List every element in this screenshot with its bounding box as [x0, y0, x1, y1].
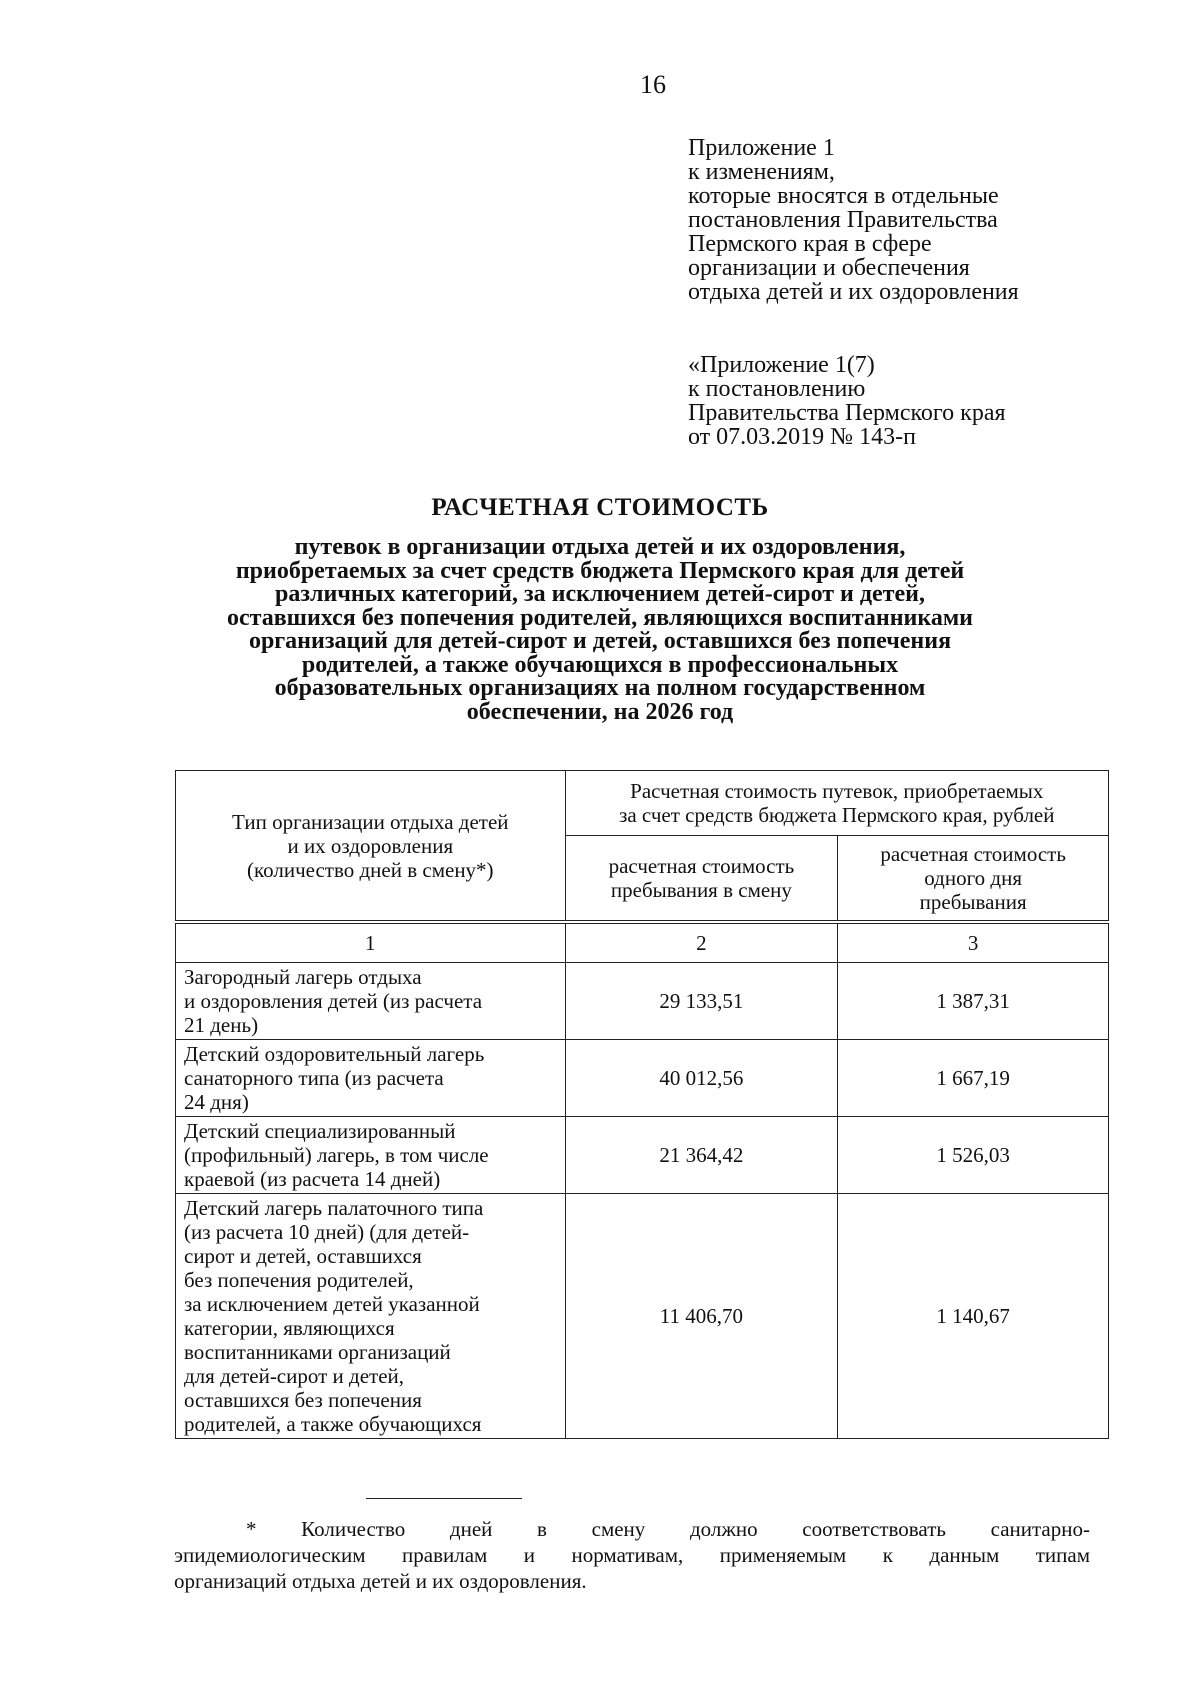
cell-line: (из расчета 10 дней) (для детей-	[184, 1220, 470, 1244]
header-cost-group	[565, 771, 1108, 836]
cell-line: воспитанниками организаций	[184, 1340, 451, 1364]
annex-line: отдыха детей и их оздоровления	[688, 279, 1019, 305]
shift-cost-cell: 11 406,70	[565, 1194, 838, 1439]
header-line: расчетная стоимость	[608, 854, 795, 878]
cell-line: Загородный лагерь отдыха	[184, 965, 422, 989]
table-row	[176, 1117, 1109, 1194]
cell-line: Детский лагерь палаточного типа	[184, 1196, 484, 1220]
decree-line: от 07.03.2019 № 143-п	[688, 424, 916, 450]
column-number: 1	[176, 922, 566, 963]
header-line: Тип организации отдыха детей	[232, 809, 509, 834]
footnote-line: эпидемиологическим правилам и нормативам, применяемым к данным типам	[174, 1543, 1090, 1567]
subtitle-line: оставшихся без попечения родителей, являющихся воспитанниками	[226, 604, 974, 631]
footnote-line: организаций отдыха детей и их оздоровления.	[174, 1569, 587, 1593]
subtitle-line: образовательных организациях на полном государственном	[274, 675, 926, 701]
organization-type-cell	[176, 1040, 566, 1117]
cell-line: за исключением детей указанной	[184, 1292, 480, 1316]
annex-line: к изменениям,	[688, 159, 835, 185]
footnote	[174, 1516, 1090, 1594]
header-line: пребывания	[919, 890, 1027, 914]
shift-cost-cell: 40 012,56	[565, 1040, 838, 1117]
decree-line: «Приложение 1(7)	[688, 352, 875, 378]
cell-line: оставшихся без попечения	[184, 1388, 422, 1412]
decree-reference	[688, 353, 1006, 449]
day-cost-cell: 1 667,19	[838, 1040, 1109, 1117]
annex-line: которые вносятся в отдельные	[688, 183, 999, 209]
subtitle-line: путевок в организации отдыха детей и их оздоровления,	[294, 534, 906, 560]
column-number: 3	[838, 922, 1109, 963]
shift-cost-cell: 21 364,42	[565, 1117, 838, 1194]
column-number-row	[176, 922, 1109, 963]
document-title: РАСЧЕТНАЯ СТОИМОСТЬ	[431, 494, 769, 521]
footnote-line: * Количество дней в смену должно соответствовать санитарно-	[246, 1517, 1090, 1541]
header-line: (количество дней в смену*)	[247, 857, 494, 882]
cell-line: (профильный) лагерь, в том числе	[184, 1143, 489, 1167]
day-cost-cell: 1 140,67	[838, 1194, 1109, 1439]
annex-line: Приложение 1	[688, 135, 835, 161]
header-line: Расчетная стоимость путевок, приобретаемых	[630, 779, 1044, 803]
day-cost-cell: 1 387,31	[838, 963, 1109, 1040]
cell-line: 21 день)	[184, 1013, 259, 1037]
cell-line: для детей-сирот и детей,	[184, 1364, 404, 1388]
shift-cost-cell: 29 133,51	[565, 963, 838, 1040]
subtitle-line: организаций для детей-сирот и детей, оставшихся без попечения	[248, 628, 952, 654]
cell-line: Детский оздоровительный лагерь	[184, 1042, 485, 1066]
decree-line: к постановлению	[688, 376, 866, 402]
table-header-row	[176, 771, 1109, 836]
annex-line: организации и обеспечения	[688, 255, 970, 281]
header-shift-cost	[565, 836, 838, 923]
cell-line: родителей, а также обучающихся	[184, 1412, 482, 1436]
cell-line: санаторного типа (из расчета	[184, 1066, 444, 1090]
organization-type-cell	[176, 1194, 566, 1439]
annex-header	[688, 136, 1019, 304]
day-cost-cell: 1 526,03	[838, 1117, 1109, 1194]
organization-type-cell	[176, 1117, 566, 1194]
header-line: одного дня	[924, 866, 1022, 890]
table-row	[176, 1040, 1109, 1117]
decree-line: Правительства Пермского края	[688, 400, 1006, 426]
subtitle-line: приобретаемых за счет средств бюджета Пермского края для детей	[235, 557, 965, 584]
cell-line: краевой (из расчета 14 дней)	[184, 1167, 441, 1191]
header-organization-type	[176, 771, 566, 923]
footnote-separator	[366, 1498, 522, 1499]
subtitle-line: обеспечении, на 2026 год	[466, 698, 734, 725]
subtitle-line: родителей, а также обучающихся в профессиональных	[301, 651, 899, 678]
header-line: и их оздоровления	[287, 833, 454, 858]
column-number: 2	[565, 922, 838, 963]
cell-line: Детский специализированный	[184, 1119, 456, 1143]
annex-line: постановления Правительства	[688, 207, 998, 233]
cell-line: без попечения родителей,	[184, 1268, 414, 1292]
header-line: за счет средств бюджета Пермского края, рублей	[619, 803, 1055, 827]
table-row	[176, 1194, 1109, 1439]
header-line: расчетная стоимость	[880, 842, 1066, 866]
header-line: пребывания в смену	[610, 878, 792, 902]
subtitle-line: различных категорий, за исключением детей-сирот и детей,	[275, 581, 925, 607]
cell-line: категории, являющихся	[184, 1316, 395, 1340]
page-number: 16	[640, 70, 666, 99]
document-subtitle	[150, 536, 1050, 724]
table-row	[176, 963, 1109, 1040]
cost-table	[175, 770, 1109, 1439]
organization-type-cell	[176, 963, 566, 1040]
cell-line: и оздоровления детей (из расчета	[184, 989, 483, 1013]
cell-line: сирот и детей, оставшихся	[184, 1244, 422, 1268]
header-day-cost	[838, 836, 1109, 923]
cell-line: 24 дня)	[184, 1090, 249, 1114]
annex-line: Пермского края в сфере	[688, 231, 932, 257]
